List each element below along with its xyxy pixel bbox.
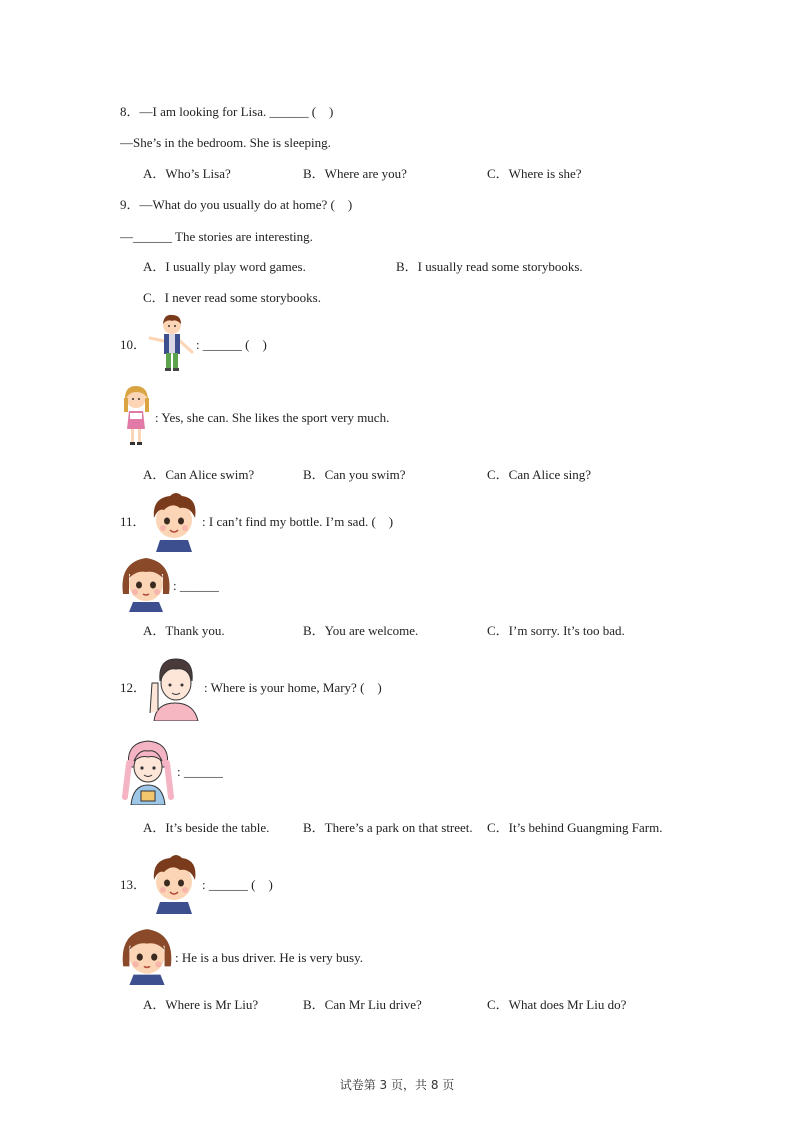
q12-line2: : ______ — [177, 764, 223, 779]
q10-option-b[interactable]: B．Can you swim? — [303, 467, 406, 482]
q11-option-b[interactable]: B．You are welcome. — [303, 623, 419, 638]
q13-line2: : He is a bus driver. He is very busy. — [175, 950, 363, 965]
q12-number: 12． — [120, 680, 147, 695]
q12-option-b[interactable]: B．There’s a park on that street. — [303, 820, 473, 835]
q11-option-c[interactable]: C．I’m sorry. It’s too bad. — [487, 623, 625, 638]
q12-option-c[interactable]: C．It’s behind Guangming Farm. — [487, 820, 663, 835]
boy-head-illustration-2 — [146, 852, 202, 914]
girl-head-illustration-2 — [119, 925, 175, 985]
q13-line1: : ______ ( ) — [202, 877, 273, 892]
q12-option-a[interactable]: A．It’s beside the table. — [143, 820, 270, 835]
q11-line2: : ______ — [173, 578, 219, 593]
q9-reply: —______ The stories are interesting. — [120, 229, 313, 244]
girl-braids-illustration — [119, 737, 177, 805]
q8-option-a[interactable]: A．Who’s Lisa? — [143, 166, 231, 181]
q13-option-b[interactable]: B．Can Mr Liu drive? — [303, 997, 422, 1012]
q8-stem: 8．—I am looking for Lisa. ______ ( ) — [120, 104, 334, 119]
q13-number: 13． — [120, 877, 147, 892]
q10-line1: : ______ ( ) — [196, 337, 267, 352]
q10-option-a[interactable]: A．Can Alice swim? — [143, 467, 255, 482]
q9-option-c[interactable]: C．I never read some storybooks. — [143, 290, 321, 305]
girl-head-illustration — [119, 554, 173, 612]
q8-option-b[interactable]: B．Where are you? — [303, 166, 407, 181]
q10-option-c[interactable]: C．Can Alice sing? — [487, 467, 591, 482]
q10-number: 10． — [120, 337, 147, 352]
girl-standing-illustration — [119, 383, 155, 451]
q11-option-a[interactable]: A．Thank you. — [143, 623, 225, 638]
q9-stem: 9．—What do you usually do at home? ( ) — [120, 197, 353, 212]
q10-line2: : Yes, she can. She likes the sport very much. — [155, 410, 390, 425]
page-footer: 试卷第 3 页，共 8 页 — [339, 1078, 455, 1092]
q12-line1: : Where is your home, Mary? ( ) — [204, 680, 382, 695]
q8-reply: —She’s in the bedroom. She is sleeping. — [120, 135, 331, 150]
q11-line1: : I can’t find my bottle. I’m sad. ( ) — [202, 514, 394, 529]
q13-option-c[interactable]: C．What does Mr Liu do? — [487, 997, 627, 1012]
boy-waving-illustration — [146, 312, 196, 374]
q13-option-a[interactable]: A．Where is Mr Liu? — [143, 997, 259, 1012]
q9-option-b[interactable]: B．I usually read some storybooks. — [396, 259, 583, 274]
q8-option-c[interactable]: C．Where is she? — [487, 166, 582, 181]
q11-number: 11． — [120, 514, 146, 529]
q9-option-a[interactable]: A．I usually play word games. — [143, 259, 306, 274]
boy-head-illustration — [146, 490, 202, 552]
boy-line-art-illustration — [146, 653, 204, 721]
